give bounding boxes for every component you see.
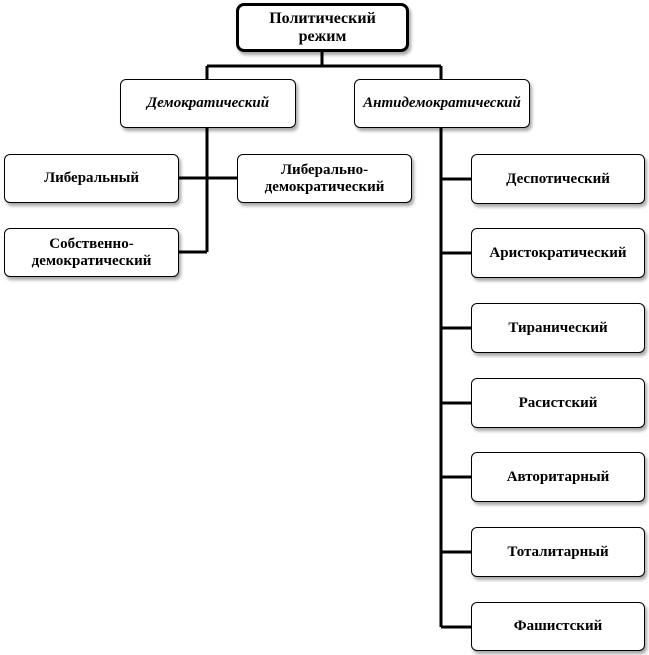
node-democratic-label: Демократический xyxy=(146,95,270,111)
node-totalitarian-label: Тоталитарный xyxy=(507,543,609,560)
node-political-regime-label: Политический режим xyxy=(269,9,376,45)
node-proper-democratic-label: Собственно-демократический xyxy=(31,235,152,269)
node-fascist xyxy=(471,602,645,651)
node-proper-democratic xyxy=(4,228,179,277)
node-liberal-democratic-label: Либерально-демократический xyxy=(264,161,385,195)
node-totalitarian xyxy=(471,527,645,577)
node-authoritarian-label: Авторитарный xyxy=(506,468,610,485)
node-fascist-label: Фашистский xyxy=(513,618,603,634)
node-liberal-democratic xyxy=(237,154,412,203)
node-tyrannical xyxy=(471,303,645,353)
node-despotic xyxy=(471,154,645,204)
node-tyrannical-label: Тиранический xyxy=(508,319,608,336)
node-antidemocratic-label: Антидемократический xyxy=(363,95,521,111)
node-racist-label: Расистский xyxy=(518,394,598,411)
node-racist xyxy=(471,378,645,428)
node-despotic-label: Деспотический xyxy=(506,170,610,187)
node-liberal-label: Либеральный xyxy=(43,170,140,186)
node-antidemocratic xyxy=(354,79,530,128)
node-liberal xyxy=(4,154,179,203)
node-democratic xyxy=(120,79,296,128)
node-aristocratic xyxy=(471,228,645,278)
node-aristocratic-label: Аристократический xyxy=(489,244,627,261)
node-authoritarian xyxy=(471,452,645,502)
node-political-regime xyxy=(236,3,409,52)
